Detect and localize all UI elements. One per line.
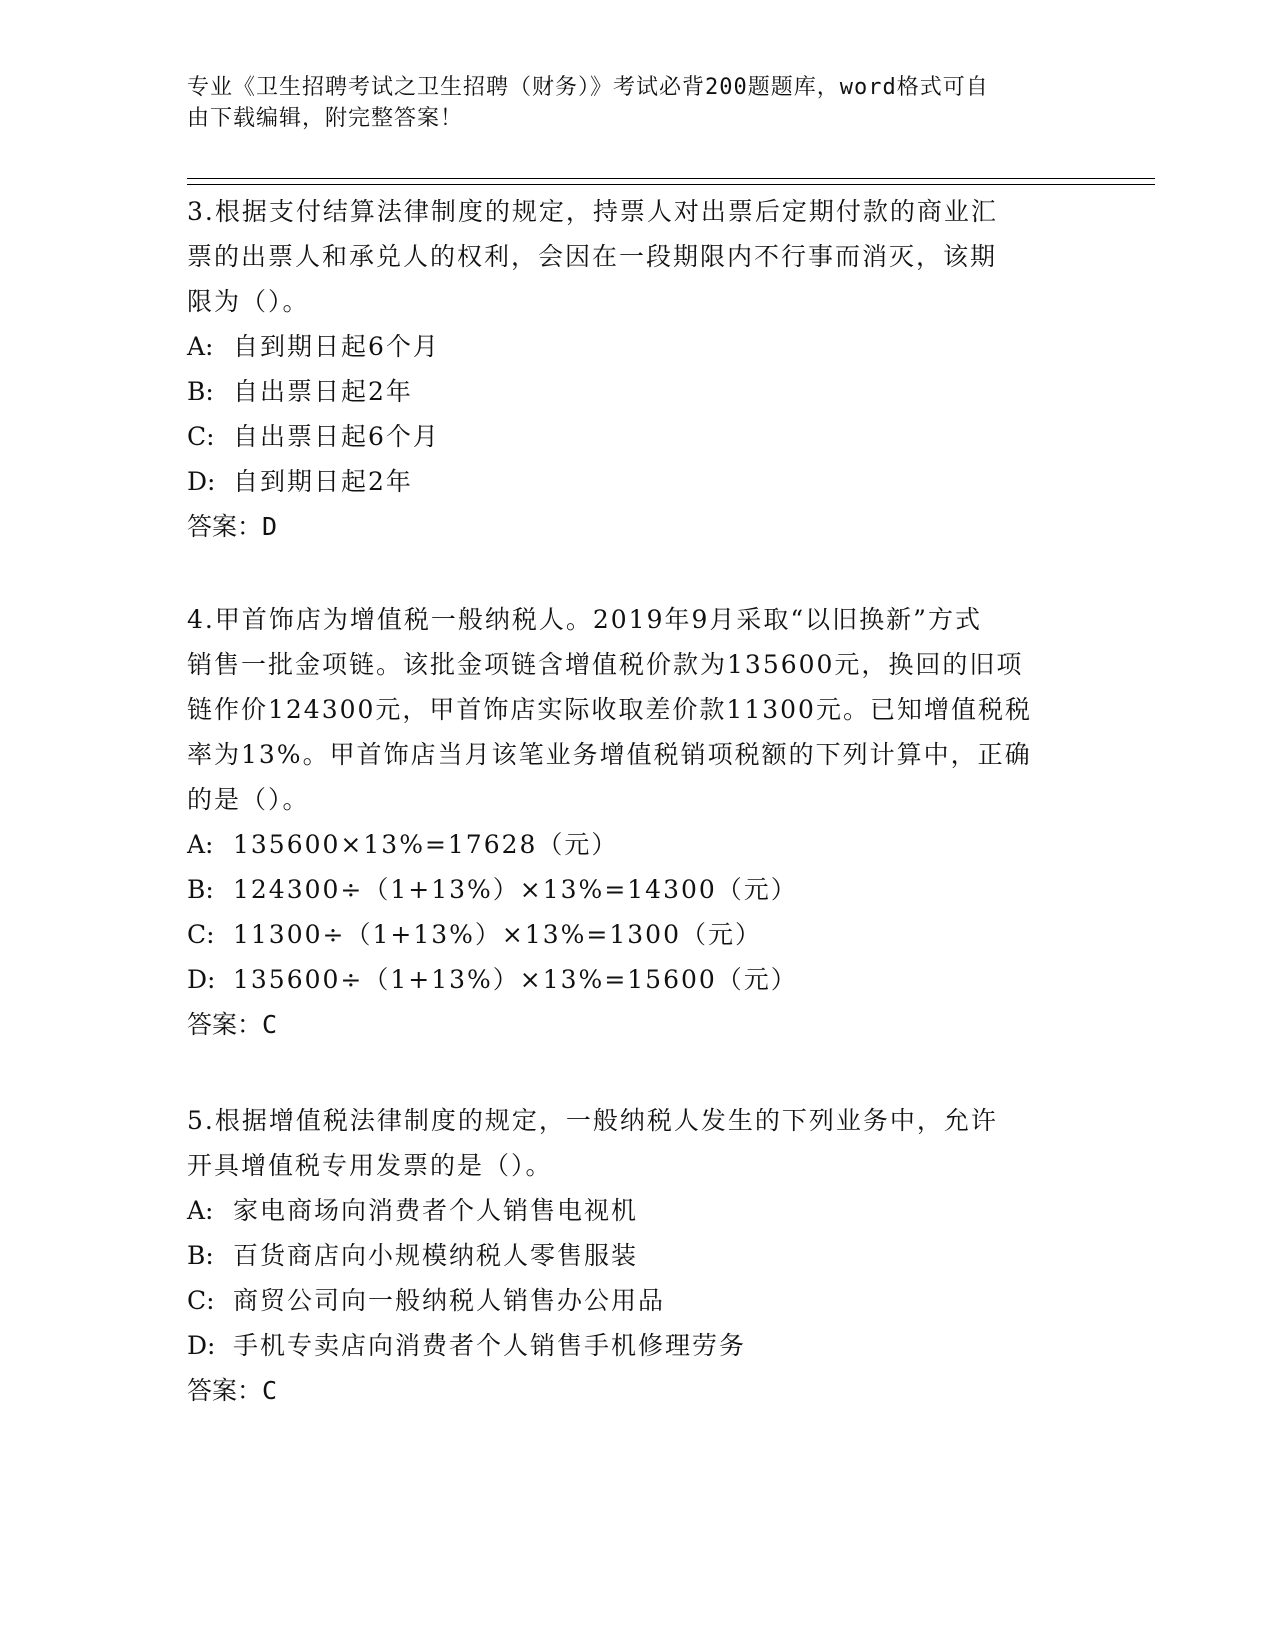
option-text: 手机专卖店向消费者个人销售手机修理劳务 — [233, 1331, 747, 1360]
question-3 — [187, 189, 1087, 549]
question-stem-line: 开具增值税专用发票的是（）。 — [187, 1151, 553, 1180]
option-key: B: — [187, 377, 214, 406]
option-text: 家电商场向消费者个人销售电视机 — [233, 1196, 639, 1225]
answer-line: 答案：C — [187, 1010, 278, 1039]
option-key: D: — [187, 1331, 216, 1360]
option-c — [187, 414, 1087, 459]
option-key: B: — [187, 1241, 214, 1270]
question-stem-line: 5.根据增值税法律制度的规定，一般纳税人发生的下列业务中，允许 — [187, 1106, 998, 1135]
document-header — [187, 72, 1067, 134]
option-key: C: — [187, 920, 215, 949]
option-d — [187, 1323, 1087, 1368]
option-text: 商贸公司向一般纳税人销售办公用品 — [233, 1286, 666, 1315]
header-divider-top — [187, 178, 1155, 179]
answer-line: 答案：C — [187, 1376, 278, 1405]
option-c — [187, 1278, 1087, 1323]
option-d — [187, 957, 1087, 1002]
option-d — [187, 459, 1087, 504]
option-key: C: — [187, 1286, 215, 1315]
option-text: 135600÷（1+13%）×13%=15600（元） — [233, 965, 798, 994]
question-4 — [187, 597, 1087, 1047]
question-stem-line: 的是（）。 — [187, 785, 310, 814]
answer-line: 答案：D — [187, 512, 278, 541]
option-a — [187, 1188, 1087, 1233]
question-stem-line: 3.根据支付结算法律制度的规定，持票人对出票后定期付款的商业汇 — [187, 197, 998, 226]
option-b — [187, 867, 1087, 912]
option-a — [187, 822, 1087, 867]
option-text: 自出票日起2年 — [233, 377, 413, 406]
option-a — [187, 324, 1087, 369]
option-c — [187, 912, 1087, 957]
question-stem-line: 销售一批金项链。该批金项链含增值税价款为135600元，换回的旧项 — [187, 650, 1024, 679]
option-text: 百货商店向小规模纳税人零售服装 — [233, 1241, 639, 1270]
option-key: D: — [187, 965, 216, 994]
question-stem-line: 4.甲首饰店为增值税一般纳税人。2019年9月采取“以旧换新”方式 — [187, 605, 982, 634]
option-text: 自到期日起6个月 — [233, 332, 440, 361]
option-key: C: — [187, 422, 215, 451]
question-stem-line: 限为（）。 — [187, 287, 310, 316]
option-text: 11300÷（1+13%）×13%=1300（元） — [233, 920, 762, 949]
option-key: B: — [187, 875, 214, 904]
option-key: D: — [187, 467, 216, 496]
header-line-1: 专业《卫生招聘考试之卫生招聘（财务）》考试必背200题题库，word格式可自 — [187, 75, 989, 100]
option-text: 135600×13%=17628（元） — [233, 830, 619, 859]
option-b — [187, 1233, 1087, 1278]
option-key: A: — [187, 1196, 214, 1225]
question-stem-line: 票的出票人和承兑人的权利，会因在一段期限内不行事而消灭，该期 — [187, 242, 998, 271]
question-stem-line: 链作价124300元，甲首饰店实际收取差价款11300元。已知增值税税 — [187, 695, 1032, 724]
question-5 — [187, 1098, 1087, 1413]
header-line-2: 由下载编辑，附完整答案！ — [187, 106, 464, 131]
header-divider-bottom — [187, 184, 1155, 185]
option-key: A: — [187, 332, 214, 361]
option-text: 124300÷（1+13%）×13%=14300（元） — [233, 875, 798, 904]
option-text: 自出票日起6个月 — [233, 422, 440, 451]
option-b — [187, 369, 1087, 414]
option-key: A: — [187, 830, 214, 859]
option-text: 自到期日起2年 — [233, 467, 413, 496]
question-stem-line: 率为13%。甲首饰店当月该笔业务增值税销项税额的下列计算中，正确 — [187, 740, 1032, 769]
